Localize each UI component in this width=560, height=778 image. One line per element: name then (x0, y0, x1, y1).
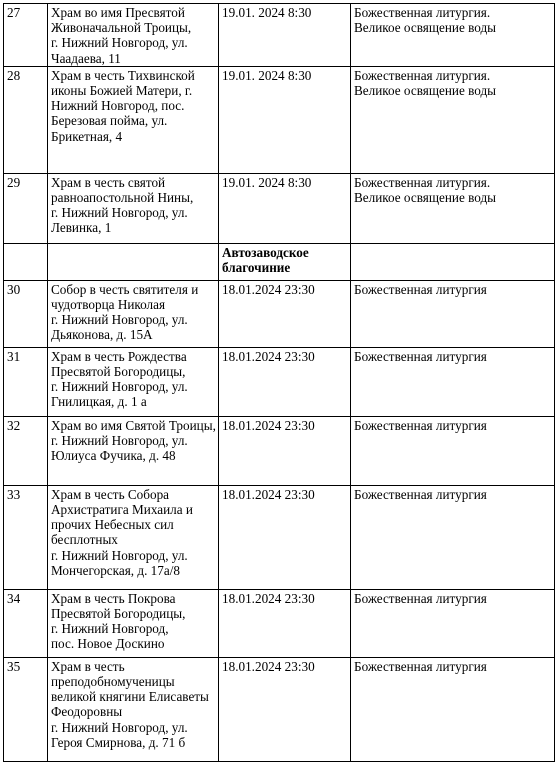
church-name: Храм в честь святой равноапостольной Нины, г. Нижний Новгород, ул. Левинка, 1 (48, 173, 219, 243)
church-name: Храм во имя Святой Троицы, г. Нижний Новгород, ул. Юлиуса Фучика, д. 48 (48, 416, 219, 485)
church-name: Храм во имя Пресвятой Живоначальной Троицы, г. Нижний Новгород, ул. Чаадаева, 11 (48, 4, 219, 67)
row-number: 27 (4, 4, 48, 67)
service-description (351, 243, 555, 280)
table-row (4, 66, 555, 173)
church-name: Храм в честь Собора Архистратига Михаила и прочих Небесных сил бесплотных г. Нижний Новгород, ул. Мончегорская, д. 17а/8 (48, 485, 219, 589)
table-row (4, 4, 555, 67)
row-number: 30 (4, 280, 48, 347)
church-name: Храм в честь Рождества Пресвятой Богородицы, г. Нижний Новгород, ул. Гнилицкая, д. 1 а (48, 347, 219, 416)
service-description: Божественная литургия. Великое освящение воды (351, 66, 555, 173)
church-name (48, 243, 219, 280)
service-datetime: 19.01. 2024 8:30 (219, 66, 351, 173)
service-description: Божественная литургия. Великое освящение воды (351, 4, 555, 67)
service-datetime: 18.01.2024 23:30 (219, 416, 351, 485)
service-datetime: 19.01. 2024 8:30 (219, 173, 351, 243)
row-number: 33 (4, 485, 48, 589)
service-datetime: 18.01.2024 23:30 (219, 589, 351, 657)
row-number: 32 (4, 416, 48, 485)
row-number: 34 (4, 589, 48, 657)
section-row (4, 243, 555, 280)
service-description: Божественная литургия. Великое освящение воды (351, 173, 555, 243)
table-row (4, 485, 555, 589)
row-number: 29 (4, 173, 48, 243)
church-name: Храм в честь преподобномученицы великой княгини Елисаветы Феодоровны г. Нижний Новгород, ул. Героя Смирнова, д. 71 б (48, 657, 219, 761)
section-title: Автозаводское благочиние (219, 243, 351, 280)
row-number: 28 (4, 66, 48, 173)
schedule-table (3, 3, 555, 762)
service-datetime: 18.01.2024 23:30 (219, 347, 351, 416)
table-row (4, 347, 555, 416)
table-row (4, 589, 555, 657)
row-number: 35 (4, 657, 48, 761)
service-datetime: 18.01.2024 23:30 (219, 657, 351, 761)
church-name: Храм в честь Покрова Пресвятой Богородицы, г. Нижний Новгород, пос. Новое Доскино (48, 589, 219, 657)
table-row (4, 280, 555, 347)
service-datetime: 18.01.2024 23:30 (219, 485, 351, 589)
service-description: Божественная литургия (351, 485, 555, 589)
service-description: Божественная литургия (351, 347, 555, 416)
church-name: Храм в честь Тихвинской иконы Божией Матери, г. Нижний Новгород, пос. Березовая пойма, ул. Брикетная, 4 (48, 66, 219, 173)
service-description: Божественная литургия (351, 416, 555, 485)
service-description: Божественная литургия (351, 589, 555, 657)
row-number (4, 243, 48, 280)
service-description: Божественная литургия (351, 657, 555, 761)
row-number: 31 (4, 347, 48, 416)
table-row (4, 173, 555, 243)
service-datetime: 18.01.2024 23:30 (219, 280, 351, 347)
service-datetime: 19.01. 2024 8:30 (219, 4, 351, 67)
document-page (3, 3, 555, 762)
church-name: Собор в честь святителя и чудотворца Николая г. Нижний Новгород, ул. Дьяконова, д. 15А (48, 280, 219, 347)
table-row (4, 657, 555, 761)
table-row (4, 416, 555, 485)
service-description: Божественная литургия (351, 280, 555, 347)
